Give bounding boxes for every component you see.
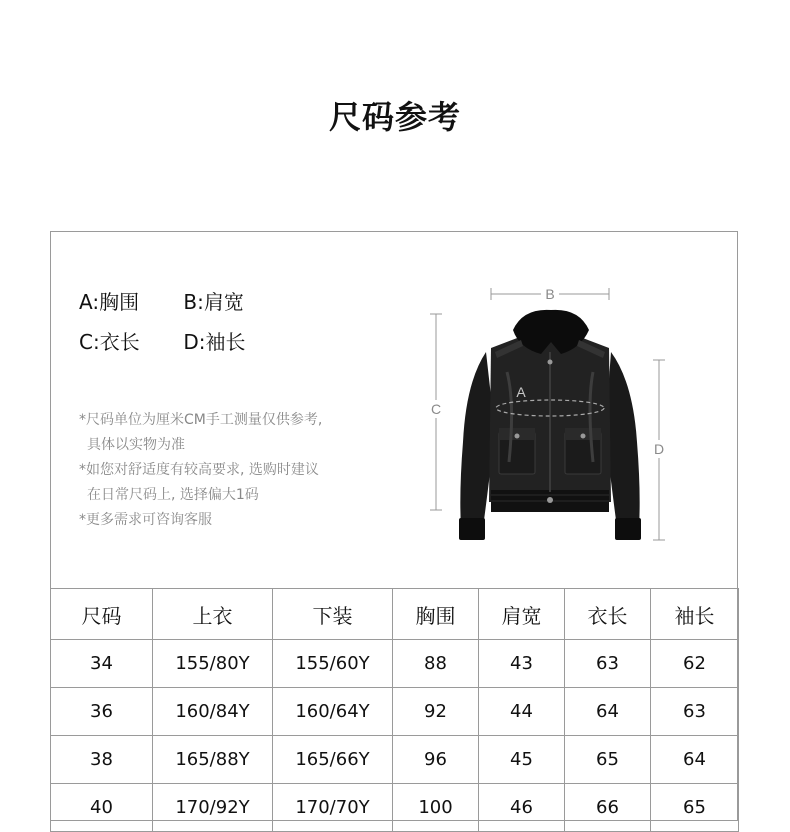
table-cell: 40 (51, 784, 153, 832)
measurement-legend (79, 288, 281, 368)
table-cell: 165/88Y (153, 736, 273, 784)
table-cell: 100 (393, 784, 479, 832)
table-cell: 43 (479, 640, 565, 688)
table-header-row (51, 589, 739, 640)
table-cell: 38 (51, 736, 153, 784)
table-cell: 160/64Y (273, 688, 393, 736)
label-c: C (430, 401, 442, 417)
header-shoulder: 肩宽 (479, 589, 565, 640)
legend-shoulder: B:肩宽 (183, 290, 244, 314)
jacket-diagram (411, 282, 711, 552)
header-length: 衣长 (565, 589, 651, 640)
note-line: *更多需求可咨询客服 (79, 512, 212, 528)
table-cell: 155/80Y (153, 640, 273, 688)
table-cell: 34 (51, 640, 153, 688)
label-d: D (653, 441, 665, 457)
table-cell: 36 (51, 688, 153, 736)
header-chest: 胸围 (393, 589, 479, 640)
table-cell: 65 (565, 736, 651, 784)
header-size: 尺码 (51, 589, 153, 640)
table-cell: 64 (651, 736, 739, 784)
table-row (51, 784, 739, 832)
table-cell: 46 (479, 784, 565, 832)
table-cell: 62 (651, 640, 739, 688)
header-bottom: 下装 (273, 589, 393, 640)
header-sleeve: 袖长 (651, 589, 739, 640)
size-notes (79, 408, 322, 533)
table-cell: 160/84Y (153, 688, 273, 736)
size-table (50, 588, 739, 832)
note-line: 具体以实物为准 (87, 437, 185, 453)
label-b: B (545, 286, 555, 302)
note-line: *如您对舒适度有较高要求, 选购时建议 (79, 462, 319, 478)
jacket-image (459, 310, 641, 540)
legend-chest: A:胸围 (79, 290, 140, 314)
table-row (51, 688, 739, 736)
table-cell: 170/92Y (153, 784, 273, 832)
table-cell: 92 (393, 688, 479, 736)
table-cell: 45 (479, 736, 565, 784)
table-cell: 155/60Y (273, 640, 393, 688)
table-cell: 66 (565, 784, 651, 832)
legend-sleeve: D:袖长 (183, 330, 246, 354)
table-cell: 65 (651, 784, 739, 832)
table-cell: 88 (393, 640, 479, 688)
table-row (51, 736, 739, 784)
table-cell: 170/70Y (273, 784, 393, 832)
label-a: A (516, 384, 526, 400)
note-line: *尺码单位为厘米CM手工测量仅供参考, (79, 412, 323, 428)
page-title: 尺码参考 (328, 98, 461, 136)
table-cell: 63 (651, 688, 739, 736)
header-top: 上衣 (153, 589, 273, 640)
table-cell: 44 (479, 688, 565, 736)
table-cell: 64 (565, 688, 651, 736)
legend-length: C:衣长 (79, 330, 140, 354)
table-cell: 165/66Y (273, 736, 393, 784)
table-row (51, 640, 739, 688)
note-line: 在日常尺码上, 选择偏大1码 (87, 487, 259, 503)
table-cell: 96 (393, 736, 479, 784)
table-cell: 63 (565, 640, 651, 688)
